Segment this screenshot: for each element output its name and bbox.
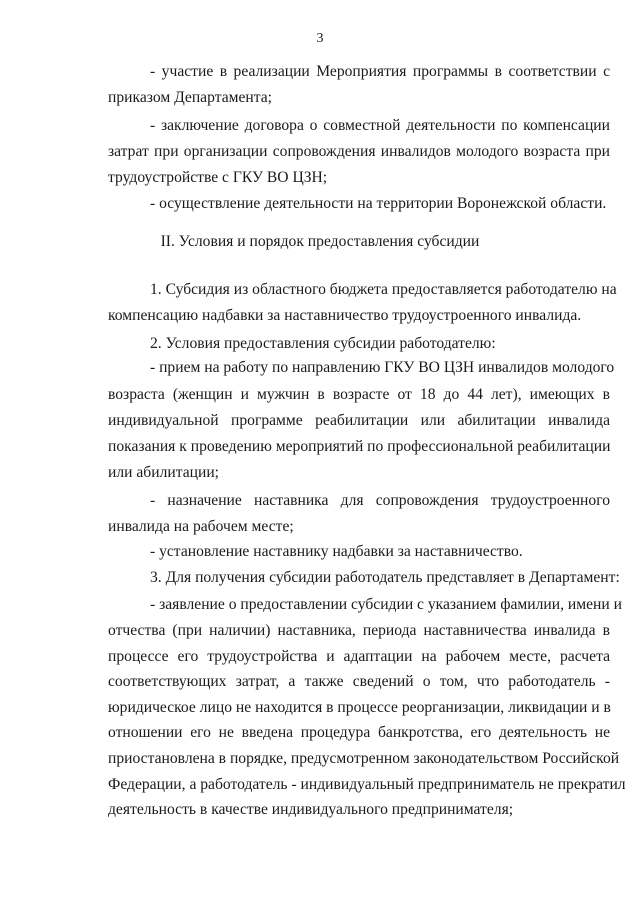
text-line: - осуществление деятельности на территории Воронежской области.: [150, 195, 607, 212]
text-line: - установление наставнику надбавки за наставничество.: [150, 543, 523, 560]
text-line: 3. Для получения субсидии работодатель представляет в Департамент:: [150, 569, 620, 586]
page-number: 3: [316, 31, 324, 46]
text-line: приказом Департамента;: [108, 89, 273, 106]
text-line: компенсацию надбавки за наставничество трудоустроенного инвалида.: [108, 307, 582, 324]
text-line: 1. Субсидия из областного бюджета предоставляется работодателю на: [150, 281, 617, 298]
text-line: возраста (женщин и мужчин в возрасте от 18 до 44 лет), имеющих в: [108, 386, 610, 403]
text-line: юридическое лицо не находится в процессе реорганизации, ликвидации и в: [108, 699, 611, 716]
text-line: инвалида на рабочем месте;: [108, 518, 294, 535]
text-line: - участие в реализации Мероприятия программы в соответствии с: [150, 63, 610, 80]
text-line: деятельность в качестве индивидуального предпринимателя;: [108, 801, 514, 818]
text-line: - заявление о предоставлении субсидии с указанием фамилии, имени и: [150, 596, 622, 613]
text-line: - прием на работу по направлению ГКУ ВО ЦЗН инвалидов молодого: [150, 359, 615, 376]
text-line: 2. Условия предоставления субсидии работодателю:: [150, 335, 496, 352]
text-line: отчества (при наличии) наставника, периода наставничества инвалида в: [108, 622, 610, 639]
text-line: приостановлена в порядке, предусмотренном законодательством Российской: [108, 750, 620, 767]
text-line: показания к проведению мероприятий по профессиональной реабилитации: [108, 438, 611, 455]
text-line: Федерации, а работодатель - индивидуальный предприниматель не прекратил: [108, 776, 626, 793]
text-line: - назначение наставника для сопровождения трудоустроенного: [150, 492, 610, 509]
text-line: - заключение договора о совместной деятельности по компенсации: [150, 117, 610, 134]
text-line: отношении его не введена процедура банкротства, его деятельность не: [108, 724, 610, 741]
text-line: или абилитации;: [108, 464, 219, 481]
text-line: соответствующих затрат, а также сведений о том, что работодатель -: [108, 673, 610, 690]
text-line: индивидуальной программе реабилитации или абилитации инвалида: [108, 412, 610, 429]
text-line: трудоустройстве с ГКУ ВО ЦЗН;: [108, 169, 328, 186]
section-heading: II. Условия и порядок предоставления субсидии: [160, 233, 480, 250]
text-line: затрат при организации сопровождения инвалидов молодого возраста при: [108, 143, 610, 160]
text-line: процессе его трудоустройства и адаптации на рабочем месте, расчета: [108, 648, 610, 665]
